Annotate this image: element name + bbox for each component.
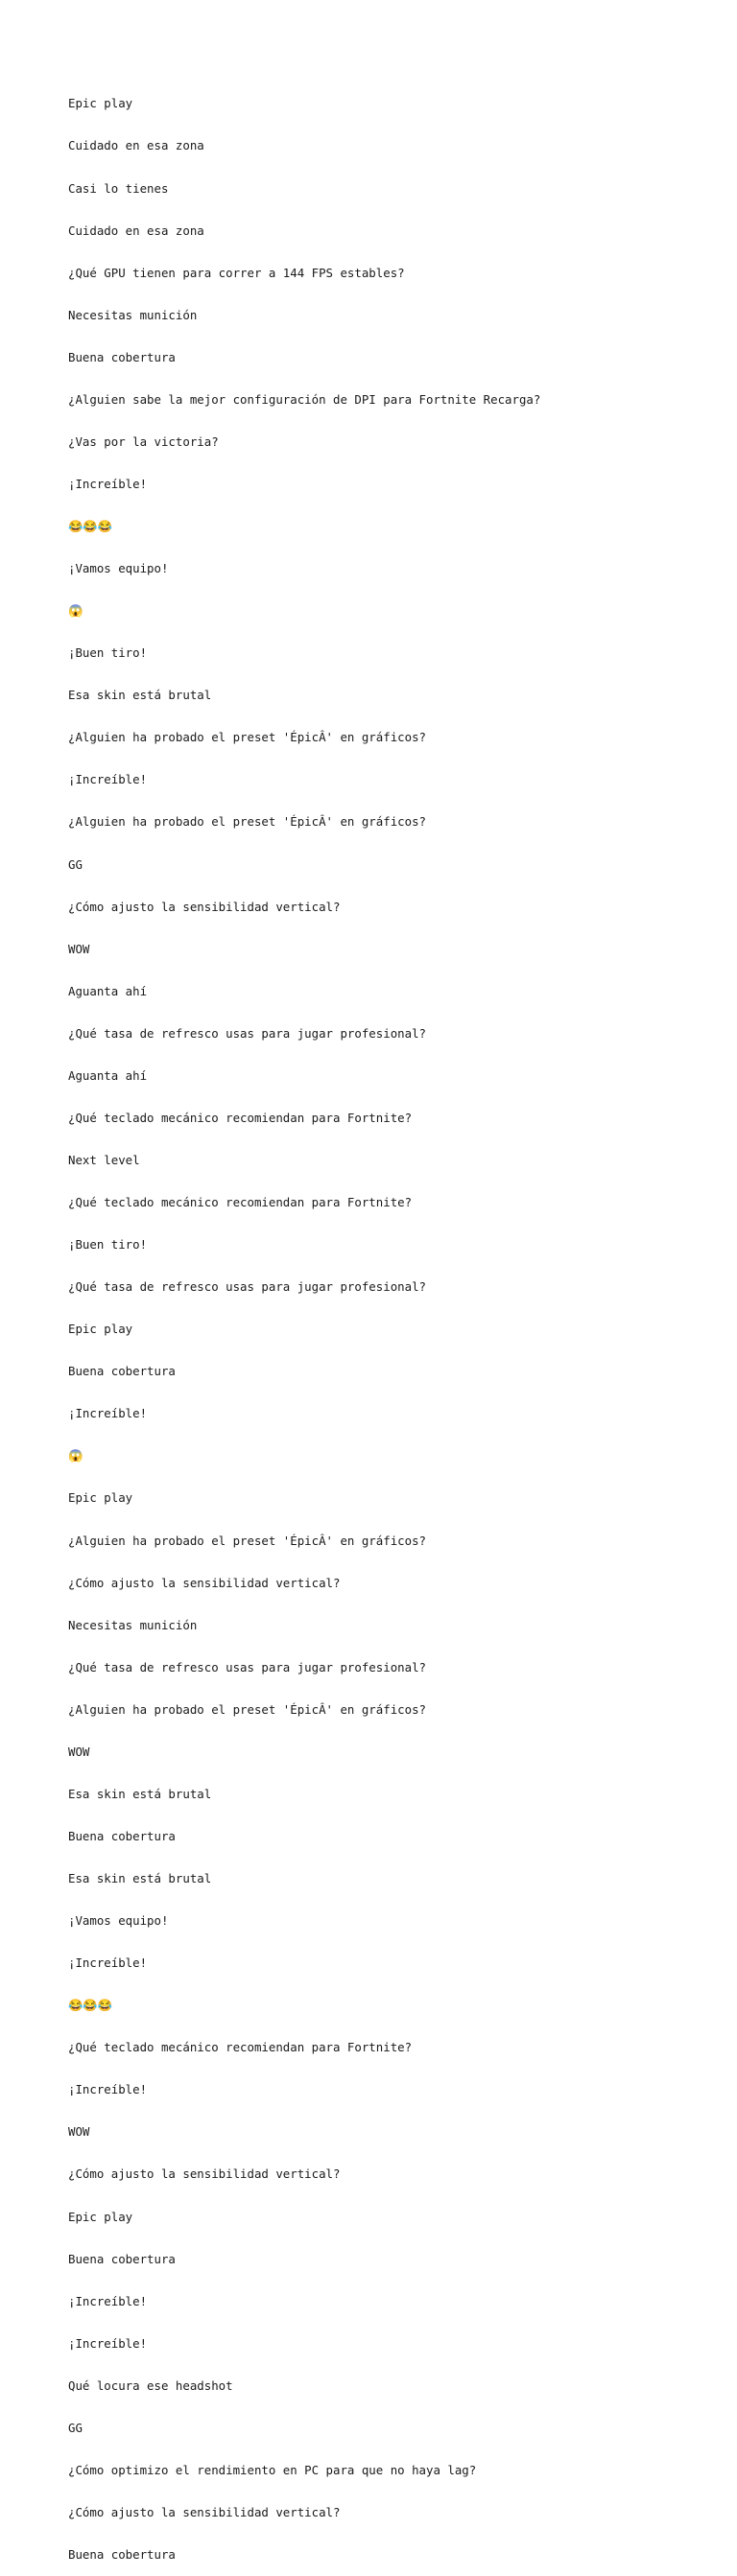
chat-line: ¿Cómo optimizo el rendimiento en PC para que no haya lag? (68, 2462, 477, 2477)
chat-line-emoji: 😱 (68, 603, 83, 619)
chat-line-emoji: 😂😂😂 (68, 1998, 113, 2013)
chat-line: GG (68, 856, 83, 872)
chat-line: Aguanta ahí (68, 983, 148, 998)
chat-line: ¿Alguien ha probado el preset 'ÉpicÂ' en gráficos? (68, 1533, 426, 1548)
chat-line: Epic play (68, 96, 133, 111)
chat-line: ¿Cómo ajusto la sensibilidad vertical? (68, 2166, 341, 2182)
chat-line: ¿Cómo ajusto la sensibilidad vertical? (68, 1575, 341, 1590)
chat-line: Buena cobertura (68, 2251, 176, 2266)
chat-line: ¿Alguien ha probado el preset 'ÉpicÂ' en gráficos? (68, 1701, 426, 1717)
chat-line: Aguanta ahí (68, 1067, 148, 1083)
chat-line: Buena cobertura (68, 349, 176, 364)
chat-line: Casi lo tienes (68, 180, 169, 196)
chat-line: ¿Qué teclado mecánico recomiendan para Fortnite? (68, 1195, 413, 1209)
chat-line: ¡Increíble! (68, 1955, 148, 1971)
chat-line: ¿Cómo ajusto la sensibilidad vertical? (68, 2504, 341, 2519)
chat-line: Qué locura ese headshot (68, 2377, 233, 2393)
chat-line: ¡Increíble! (68, 772, 148, 787)
chat-line: ¿Cómo ajusto la sensibilidad vertical? (68, 899, 341, 914)
chat-line: ¿Alguien ha probado el preset 'ÉpicÂ' en gráficos? (68, 730, 426, 745)
chat-line: ¿Qué tasa de refresco usas para jugar profesional? (68, 1025, 426, 1041)
chat-line: ¡Buen tiro! (68, 645, 148, 661)
chat-line: ¡Vamos equipo! (68, 561, 169, 576)
chat-line: Epic play (68, 1322, 133, 1337)
chat-line: ¿Qué tasa de refresco usas para jugar profesional? (68, 1659, 426, 1674)
chat-line: ¡Increíble! (68, 476, 148, 491)
chat-line: Epic play (68, 2209, 133, 2224)
chat-line: ¡Increíble! (68, 2293, 148, 2308)
chat-line-emoji: 😂😂😂 (68, 519, 113, 533)
chat-line: ¿Alguien sabe la mejor configuración de DPI para Fortnite Recarga? (68, 391, 541, 407)
chat-line: Esa skin está brutal (68, 1871, 212, 1885)
chat-line: Necesitas munición (68, 307, 198, 322)
chat-line: Buena cobertura (68, 1828, 176, 1843)
chat-line: Buena cobertura (68, 2547, 176, 2562)
chat-line: ¿Qué teclado mecánico recomiendan para Fortnite? (68, 1110, 413, 1125)
chat-line: ¡Increíble! (68, 1406, 148, 1421)
chat-line: ¿Qué GPU tienen para correr a 144 FPS estables? (68, 265, 405, 280)
chat-line: ¡Vamos equipo! (68, 1913, 169, 1929)
chat-line: Buena cobertura (68, 1364, 176, 1379)
chat-line-emoji: 😱 (68, 1448, 83, 1464)
chat-line: ¿Alguien ha probado el preset 'ÉpicÂ' en gráficos? (68, 814, 426, 830)
chat-line: Cuidado en esa zona (68, 222, 204, 238)
chat-line: ¿Qué teclado mecánico recomiendan para Fortnite? (68, 2040, 413, 2055)
chat-line: ¡Increíble! (68, 2082, 148, 2097)
chat-line: WOW (68, 1744, 90, 1759)
chat-line: WOW (68, 941, 90, 956)
chat-line: Necesitas munición (68, 1617, 198, 1632)
chat-line: Esa skin está brutal (68, 688, 212, 703)
chat-line: ¡Buen tiro! (68, 1237, 148, 1253)
chat-log-document (68, 69, 721, 2576)
chat-line: Epic play (68, 1490, 133, 1506)
chat-line: GG (68, 2420, 83, 2435)
chat-line: ¿Vas por la victoria? (68, 433, 219, 449)
chat-line: Esa skin está brutal (68, 1786, 212, 1801)
chat-line: Cuidado en esa zona (68, 138, 204, 153)
chat-line: WOW (68, 2124, 90, 2140)
chat-line: ¡Increíble! (68, 2335, 148, 2351)
chat-line: ¿Qué tasa de refresco usas para jugar profesional? (68, 1279, 426, 1295)
chat-line: Next level (68, 1152, 140, 1167)
